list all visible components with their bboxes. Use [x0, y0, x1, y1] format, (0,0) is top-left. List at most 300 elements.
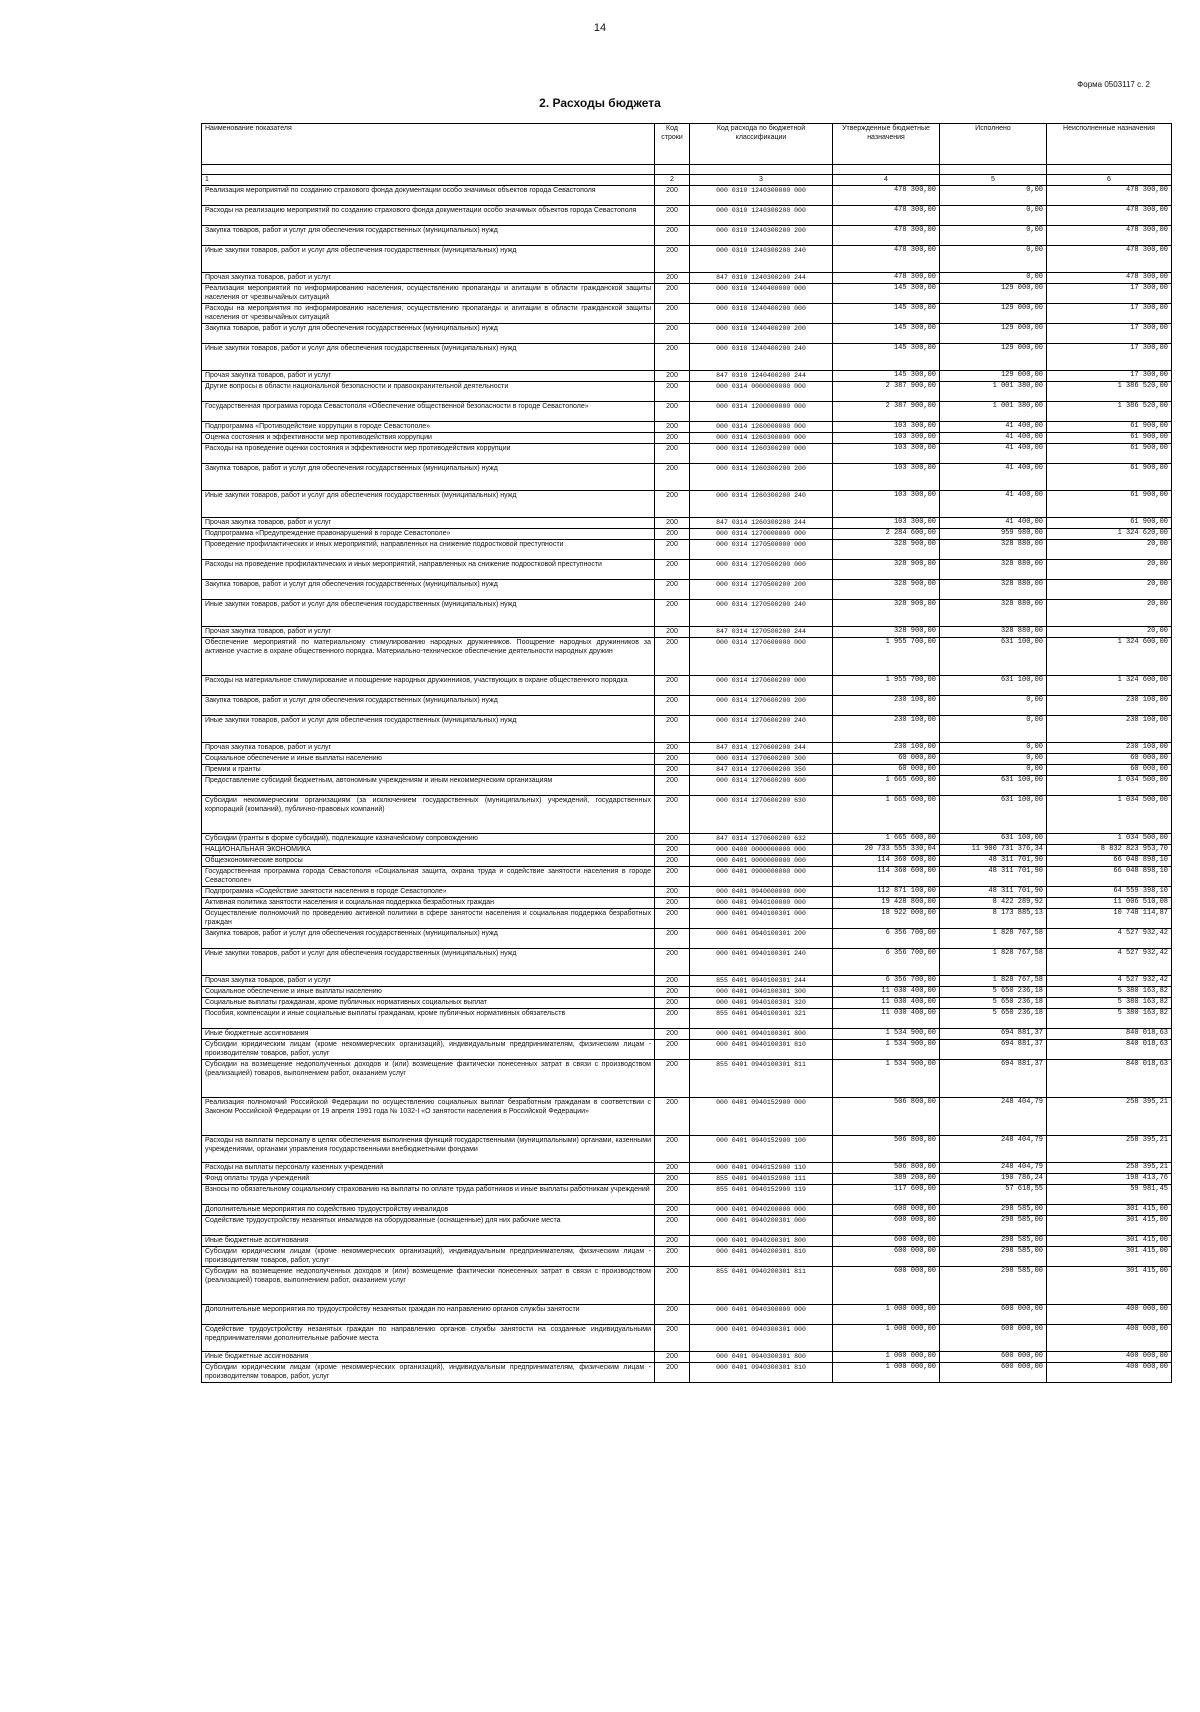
cell-line: 200 [655, 909, 690, 929]
cell-line: 200 [655, 638, 690, 676]
cell-unexecuted: 66 048 898,10 [1047, 856, 1172, 867]
cell-approved: 1 955 700,00 [833, 638, 940, 676]
expenses-table [201, 123, 1172, 1383]
table-row [202, 1009, 1172, 1029]
cell-approved: 145 300,00 [833, 284, 940, 304]
table-row [202, 1216, 1172, 1236]
cell-unexecuted: 4 527 932,42 [1047, 929, 1172, 949]
cell-unexecuted: 1 386 520,00 [1047, 382, 1172, 402]
cell-line: 200 [655, 867, 690, 887]
table-row [202, 284, 1172, 304]
cell-unexecuted: 4 527 932,42 [1047, 976, 1172, 987]
cell-executed: 129 000,00 [940, 344, 1047, 371]
cell-code: 000 0314 1270600200 630 [690, 796, 833, 834]
cell-approved: 1 534 900,00 [833, 1029, 940, 1040]
cell-name: Иные закупки товаров, работ и услуг для обеспечения государственных (муниципальных) нужд [202, 716, 655, 743]
table-row [202, 529, 1172, 540]
cell-unexecuted: 230 100,00 [1047, 696, 1172, 716]
cell-name: Субсидии на возмещение недополученных доходов и (или) возмещение фактически понесенных затрат в связи с производством (реализацией) товаров, выполнением работ, оказанием услуг [202, 1060, 655, 1098]
table-row [202, 580, 1172, 600]
cell-code: 000 0401 0900000000 000 [690, 867, 833, 887]
cell-line: 200 [655, 898, 690, 909]
cell-unexecuted: 478 300,00 [1047, 226, 1172, 246]
table-row [202, 226, 1172, 246]
table-row [202, 834, 1172, 845]
cell-line: 200 [655, 1352, 690, 1363]
table-row [202, 627, 1172, 638]
cell-approved: 328 900,00 [833, 540, 940, 560]
cell-code: 000 0401 0940100301 000 [690, 909, 833, 929]
cell-line: 200 [655, 226, 690, 246]
cell-name: Субсидии юридическим лицам (кроме некоммерческих организаций), индивидуальным предпринимателям, физическим лицам - производителям товаров, работ, услуг [202, 1363, 655, 1383]
cell-executed: 631 100,00 [940, 776, 1047, 796]
table-row [202, 898, 1172, 909]
cell-unexecuted: 61 900,00 [1047, 464, 1172, 491]
cell-approved: 11 030 400,00 [833, 1009, 940, 1029]
cell-line: 200 [655, 560, 690, 580]
cell-line: 200 [655, 382, 690, 402]
cell-approved: 506 800,00 [833, 1136, 940, 1163]
cell-name: Расходы на выплаты персоналу казенных учреждений [202, 1163, 655, 1174]
table-row [202, 324, 1172, 344]
cell-line: 200 [655, 1216, 690, 1236]
cell-name: Субсидии некоммерческим организациям (за исключением государственных (муниципальных) учреждений, государственных корпораций (компаний), публично-правовых компаний) [202, 796, 655, 834]
table-row [202, 998, 1172, 1009]
cell-line: 200 [655, 834, 690, 845]
cell-unexecuted: 258 395,21 [1047, 1163, 1172, 1174]
cell-executed: 8 173 885,13 [940, 909, 1047, 929]
cell-line: 200 [655, 1363, 690, 1383]
cell-name: Обеспечение мероприятий по материальному стимулированию народных дружинников. Поощрение народных дружинников за активное участие в охране общественного порядка. Материально-техническое обеспечение деятельности народных дружин [202, 638, 655, 676]
cell-unexecuted: 478 300,00 [1047, 186, 1172, 206]
cell-executed: 57 618,55 [940, 1185, 1047, 1205]
cell-line: 200 [655, 1163, 690, 1174]
cell-code: 000 0314 1200000000 000 [690, 402, 833, 422]
cell-name: Подпрограмма «Содействие занятости населения в городе Севастополе» [202, 887, 655, 898]
cell-code: 000 0310 1240300200 200 [690, 226, 833, 246]
table-row [202, 1363, 1172, 1383]
table-row [202, 1236, 1172, 1247]
cell-approved: 103 300,00 [833, 433, 940, 444]
cell-code: 000 0314 1260300200 240 [690, 491, 833, 518]
header-name: Наименование показателя [202, 124, 655, 165]
table-row [202, 1029, 1172, 1040]
cell-unexecuted: 400 000,00 [1047, 1352, 1172, 1363]
cell-unexecuted: 17 300,00 [1047, 304, 1172, 324]
cell-unexecuted: 17 300,00 [1047, 284, 1172, 304]
cell-executed: 600 000,00 [940, 1325, 1047, 1352]
cell-approved: 103 300,00 [833, 464, 940, 491]
cell-name: Иные бюджетные ассигнования [202, 1029, 655, 1040]
cell-unexecuted: 258 395,21 [1047, 1098, 1172, 1136]
cell-line: 200 [655, 273, 690, 284]
cell-name: Закупка товаров, работ и услуг для обеспечения государственных (муниципальных) нужд [202, 696, 655, 716]
cell-unexecuted: 60 000,00 [1047, 765, 1172, 776]
cell-code: 000 0310 1240400200 200 [690, 324, 833, 344]
cell-executed: 298 585,00 [940, 1267, 1047, 1305]
cell-approved: 1 000 000,00 [833, 1325, 940, 1352]
cell-code: 000 0310 1240300000 000 [690, 186, 833, 206]
cell-code: 847 0314 1270600200 632 [690, 834, 833, 845]
cell-line: 200 [655, 1040, 690, 1060]
cell-line: 200 [655, 1305, 690, 1325]
cell-approved: 506 800,00 [833, 1098, 940, 1136]
cell-line: 200 [655, 206, 690, 226]
cell-executed: 1 828 767,58 [940, 976, 1047, 987]
cell-executed: 0,00 [940, 696, 1047, 716]
cell-code: 855 0401 0940152900 119 [690, 1185, 833, 1205]
cell-approved: 1 000 000,00 [833, 1352, 940, 1363]
cell-unexecuted: 198 413,76 [1047, 1174, 1172, 1185]
table-row [202, 1352, 1172, 1363]
cell-unexecuted: 61 900,00 [1047, 422, 1172, 433]
table-row [202, 371, 1172, 382]
cell-name: Расходы на мероприятия по информированию населения, осуществлению пропаганды и агитации в области гражданской защиты населения от чрезвычайных ситуаций [202, 304, 655, 324]
cell-name: Прочая закупка товаров, работ и услуг [202, 743, 655, 754]
cell-line: 200 [655, 433, 690, 444]
cell-line: 200 [655, 1060, 690, 1098]
table-row [202, 976, 1172, 987]
table-row [202, 402, 1172, 422]
header-code: Код расхода по бюджетной классификации [690, 124, 833, 165]
table-row [202, 1163, 1172, 1174]
cell-name: Дополнительные мероприятия по содействию трудоустройству инвалидов [202, 1205, 655, 1216]
cell-unexecuted: 20,00 [1047, 580, 1172, 600]
cell-executed: 694 881,37 [940, 1040, 1047, 1060]
cell-unexecuted: 1 034 500,00 [1047, 834, 1172, 845]
cell-code: 847 0314 1270500200 244 [690, 627, 833, 638]
cell-approved: 328 900,00 [833, 627, 940, 638]
cell-code: 000 0401 0940152900 100 [690, 1136, 833, 1163]
cell-name: Взносы по обязательному социальному страхованию на выплаты по оплате труда работников и иные выплаты работникам учреждений [202, 1185, 655, 1205]
cell-code: 000 0314 1270600200 000 [690, 676, 833, 696]
cell-name: Оценка состояния и эффективности мер противодействия коррупции [202, 433, 655, 444]
table-row [202, 1098, 1172, 1136]
cell-unexecuted: 5 380 163,82 [1047, 1009, 1172, 1029]
table-row [202, 518, 1172, 529]
cell-approved: 6 356 700,00 [833, 976, 940, 987]
cell-line: 200 [655, 402, 690, 422]
cell-code: 855 0401 0940100301 244 [690, 976, 833, 987]
cell-approved: 2 387 900,00 [833, 382, 940, 402]
cell-approved: 11 030 400,00 [833, 987, 940, 998]
cell-executed: 41 400,00 [940, 491, 1047, 518]
cell-code: 000 0314 1260300200 000 [690, 444, 833, 464]
cell-code: 000 0401 0940300000 000 [690, 1305, 833, 1325]
table-row [202, 464, 1172, 491]
cell-executed: 5 650 236,18 [940, 1009, 1047, 1029]
cell-name: Расходы на проведение оценки состояния и эффективности мер противодействия коррупции [202, 444, 655, 464]
cell-executed: 41 400,00 [940, 422, 1047, 433]
cell-code: 000 0401 0940100301 320 [690, 998, 833, 1009]
table-row [202, 1060, 1172, 1098]
cell-code: 847 0314 1270600200 244 [690, 743, 833, 754]
cell-executed: 631 100,00 [940, 834, 1047, 845]
cell-name: Общеэкономические вопросы [202, 856, 655, 867]
table-row [202, 444, 1172, 464]
cell-approved: 478 300,00 [833, 226, 940, 246]
cell-executed: 298 585,00 [940, 1236, 1047, 1247]
cell-unexecuted: 478 300,00 [1047, 273, 1172, 284]
cell-unexecuted: 20,00 [1047, 540, 1172, 560]
table-row [202, 776, 1172, 796]
cell-code: 000 0401 0940300301 800 [690, 1352, 833, 1363]
cell-name: Прочая закупка товаров, работ и услуг [202, 371, 655, 382]
cell-unexecuted: 301 415,00 [1047, 1205, 1172, 1216]
cell-executed: 1 828 767,58 [940, 949, 1047, 976]
table-row [202, 491, 1172, 518]
cell-code: 000 0401 0940100000 000 [690, 898, 833, 909]
cell-unexecuted: 61 900,00 [1047, 518, 1172, 529]
cell-code: 000 0314 1270500200 000 [690, 560, 833, 580]
cell-name: Социальное обеспечение и иные выплаты населению [202, 754, 655, 765]
cell-code: 000 0314 1260000000 000 [690, 422, 833, 433]
cell-name: Прочая закупка товаров, работ и услуг [202, 627, 655, 638]
cell-line: 200 [655, 491, 690, 518]
cell-line: 200 [655, 344, 690, 371]
col-number: 5 [940, 175, 1047, 186]
cell-code: 000 0400 0000000000 000 [690, 845, 833, 856]
table-row [202, 909, 1172, 929]
cell-executed: 328 880,00 [940, 600, 1047, 627]
cell-approved: 112 871 100,00 [833, 887, 940, 898]
cell-approved: 145 300,00 [833, 324, 940, 344]
cell-executed: 298 585,00 [940, 1216, 1047, 1236]
cell-line: 200 [655, 676, 690, 696]
cell-code: 000 0401 0940200301 800 [690, 1236, 833, 1247]
cell-line: 200 [655, 1136, 690, 1163]
table-row [202, 344, 1172, 371]
cell-line: 200 [655, 976, 690, 987]
cell-executed: 298 585,00 [940, 1205, 1047, 1216]
cell-name: Государственная программа города Севастополя «Обеспечение общественной безопасности в городе Севастополе» [202, 402, 655, 422]
cell-code: 000 0401 0940100301 300 [690, 987, 833, 998]
table-row [202, 186, 1172, 206]
cell-code: 855 0401 0940100301 321 [690, 1009, 833, 1029]
cell-approved: 145 300,00 [833, 344, 940, 371]
cell-unexecuted: 66 048 898,10 [1047, 867, 1172, 887]
cell-executed: 5 650 236,18 [940, 987, 1047, 998]
table-row [202, 1174, 1172, 1185]
cell-unexecuted: 10 748 114,87 [1047, 909, 1172, 929]
cell-executed: 694 881,37 [940, 1060, 1047, 1098]
table-row [202, 716, 1172, 743]
cell-code: 000 0401 0940200000 000 [690, 1205, 833, 1216]
cell-code: 000 0401 0940152900 000 [690, 1098, 833, 1136]
cell-executed: 1 828 767,58 [940, 929, 1047, 949]
table-row [202, 246, 1172, 273]
table-row [202, 867, 1172, 887]
cell-code: 000 0314 1270600200 200 [690, 696, 833, 716]
cell-unexecuted: 478 300,00 [1047, 206, 1172, 226]
cell-name: Активная политика занятости населения и социальная поддержка безработных граждан [202, 898, 655, 909]
cell-approved: 20 733 555 330,04 [833, 845, 940, 856]
cell-unexecuted: 17 300,00 [1047, 371, 1172, 382]
cell-line: 200 [655, 1009, 690, 1029]
cell-unexecuted: 61 900,00 [1047, 491, 1172, 518]
cell-name: Закупка товаров, работ и услуг для обеспечения государственных (муниципальных) нужд [202, 929, 655, 949]
cell-unexecuted: 301 415,00 [1047, 1216, 1172, 1236]
cell-name: Закупка товаров, работ и услуг для обеспечения государственных (муниципальных) нужд [202, 226, 655, 246]
cell-name: Реализация мероприятий по созданию страхового фонда документации особо значимых объектов города Севастополя [202, 186, 655, 206]
cell-executed: 600 000,00 [940, 1352, 1047, 1363]
cell-name: Расходы на материальное стимулирование и поощрение народных дружинников, участвующих в охране общественного порядка [202, 676, 655, 696]
cell-approved: 2 387 900,00 [833, 402, 940, 422]
cell-approved: 19 428 800,00 [833, 898, 940, 909]
cell-executed: 48 311 701,90 [940, 856, 1047, 867]
table-row [202, 1040, 1172, 1060]
cell-line: 200 [655, 1247, 690, 1267]
col-number: 1 [202, 175, 655, 186]
table-row [202, 540, 1172, 560]
cell-name: НАЦИОНАЛЬНАЯ ЭКОНОМИКА [202, 845, 655, 856]
cell-line: 200 [655, 540, 690, 560]
cell-name: Иные закупки товаров, работ и услуг для обеспечения государственных (муниципальных) нужд [202, 246, 655, 273]
cell-name: Другие вопросы в области национальной безопасности и правоохранительной деятельности [202, 382, 655, 402]
table-row [202, 206, 1172, 226]
cell-line: 200 [655, 580, 690, 600]
cell-name: Прочая закупка товаров, работ и услуг [202, 518, 655, 529]
cell-code: 000 0314 1260300000 000 [690, 433, 833, 444]
form-label: Форма 0503117 с. 2 [1077, 80, 1150, 89]
table-row [202, 382, 1172, 402]
cell-approved: 145 300,00 [833, 304, 940, 324]
cell-executed: 694 881,37 [940, 1029, 1047, 1040]
cell-executed: 41 400,00 [940, 444, 1047, 464]
cell-approved: 1 000 000,00 [833, 1305, 940, 1325]
cell-name: Содействие трудоустройству незанятых инвалидов на оборудованные (оснащенные) для них рабочие места [202, 1216, 655, 1236]
cell-line: 200 [655, 1205, 690, 1216]
cell-executed: 248 404,79 [940, 1098, 1047, 1136]
cell-unexecuted: 20,00 [1047, 560, 1172, 580]
cell-approved: 60 000,00 [833, 754, 940, 765]
cell-unexecuted: 61 900,00 [1047, 433, 1172, 444]
header-executed: Исполнено [940, 124, 1047, 165]
cell-unexecuted: 59 981,45 [1047, 1185, 1172, 1205]
table-row [202, 1205, 1172, 1216]
cell-code: 000 0401 0940200301 810 [690, 1247, 833, 1267]
cell-unexecuted: 840 018,63 [1047, 1040, 1172, 1060]
cell-line: 200 [655, 987, 690, 998]
table-body [202, 165, 1172, 1383]
table-row [202, 696, 1172, 716]
table-row [202, 433, 1172, 444]
cell-code: 000 0310 1240300200 000 [690, 206, 833, 226]
table-row [202, 887, 1172, 898]
table-row [202, 754, 1172, 765]
cell-name: Закупка товаров, работ и услуг для обеспечения государственных (муниципальных) нужд [202, 324, 655, 344]
cell-unexecuted: 400 000,00 [1047, 1305, 1172, 1325]
cell-name: Иные закупки товаров, работ и услуг для обеспечения государственных (муниципальных) нужд [202, 344, 655, 371]
table-row [202, 676, 1172, 696]
cell-name: Субсидии на возмещение недополученных доходов и (или) возмещение фактически понесенных затрат в связи с производством (реализацией) товаров, выполнением работ, оказанием услуг [202, 1267, 655, 1305]
cell-unexecuted: 60 000,00 [1047, 754, 1172, 765]
cell-line: 200 [655, 444, 690, 464]
cell-line: 200 [655, 284, 690, 304]
cell-approved: 328 900,00 [833, 600, 940, 627]
cell-approved: 6 356 700,00 [833, 949, 940, 976]
cell-executed: 248 404,79 [940, 1163, 1047, 1174]
cell-name: Иные бюджетные ассигнования [202, 1352, 655, 1363]
cell-name: Расходы на проведение профилактических и иных мероприятий, направленных на снижение подростковой преступности [202, 560, 655, 580]
cell-line: 200 [655, 949, 690, 976]
cell-executed: 5 650 236,18 [940, 998, 1047, 1009]
cell-approved: 1 665 600,00 [833, 834, 940, 845]
cell-line: 200 [655, 304, 690, 324]
cell-line: 200 [655, 765, 690, 776]
cell-code: 847 0314 1260300200 244 [690, 518, 833, 529]
cell-code: 000 0310 1240400200 000 [690, 304, 833, 324]
cell-line: 200 [655, 600, 690, 627]
cell-approved: 600 000,00 [833, 1236, 940, 1247]
cell-code: 000 0310 1240400000 000 [690, 284, 833, 304]
cell-approved: 389 200,00 [833, 1174, 940, 1185]
cell-name: Фонд оплаты труда учреждений [202, 1174, 655, 1185]
cell-executed: 41 400,00 [940, 518, 1047, 529]
cell-name: Иные закупки товаров, работ и услуг для обеспечения государственных (муниципальных) нужд [202, 949, 655, 976]
cell-executed: 248 404,79 [940, 1136, 1047, 1163]
col-number: 6 [1047, 175, 1172, 186]
cell-approved: 18 922 000,00 [833, 909, 940, 929]
cell-line: 200 [655, 887, 690, 898]
cell-unexecuted: 1 034 500,00 [1047, 776, 1172, 796]
cell-line: 200 [655, 422, 690, 433]
cell-name: Иные бюджетные ассигнования [202, 1236, 655, 1247]
cell-unexecuted: 840 018,63 [1047, 1060, 1172, 1098]
cell-unexecuted: 230 100,00 [1047, 743, 1172, 754]
table-header [202, 124, 1172, 165]
cell-executed: 631 100,00 [940, 676, 1047, 696]
cell-approved: 1 665 600,00 [833, 776, 940, 796]
cell-executed: 0,00 [940, 754, 1047, 765]
cell-line: 200 [655, 464, 690, 491]
cell-executed: 0,00 [940, 226, 1047, 246]
table-row [202, 1247, 1172, 1267]
cell-executed: 190 786,24 [940, 1174, 1047, 1185]
cell-code: 847 0310 1240400200 244 [690, 371, 833, 382]
cell-name: Государственная программа города Севастополя «Социальная защита, охрана труда и содействие занятости населения в городе Севастополе» [202, 867, 655, 887]
cell-approved: 600 000,00 [833, 1216, 940, 1236]
table-row [202, 304, 1172, 324]
cell-line: 200 [655, 529, 690, 540]
cell-code: 000 0314 0000000000 000 [690, 382, 833, 402]
cell-unexecuted: 1 324 600,00 [1047, 638, 1172, 676]
cell-approved: 114 360 600,00 [833, 856, 940, 867]
cell-approved: 478 300,00 [833, 186, 940, 206]
cell-name: Прочая закупка товаров, работ и услуг [202, 273, 655, 284]
cell-name: Осуществление полномочий по проведению активной политики в сфере занятости населения и социальная поддержка безработных граждан [202, 909, 655, 929]
cell-unexecuted: 4 527 932,42 [1047, 949, 1172, 976]
cell-code: 855 0401 0940100301 811 [690, 1060, 833, 1098]
cell-line: 200 [655, 1236, 690, 1247]
cell-approved: 328 900,00 [833, 560, 940, 580]
cell-executed: 328 880,00 [940, 580, 1047, 600]
cell-approved: 230 100,00 [833, 743, 940, 754]
table-row [202, 638, 1172, 676]
cell-code: 855 0401 0940152900 111 [690, 1174, 833, 1185]
cell-line: 200 [655, 716, 690, 743]
cell-unexecuted: 11 006 510,08 [1047, 898, 1172, 909]
cell-line: 200 [655, 324, 690, 344]
table-row [202, 1325, 1172, 1352]
table-row [202, 1305, 1172, 1325]
cell-executed: 0,00 [940, 246, 1047, 273]
cell-approved: 1 534 900,00 [833, 1060, 940, 1098]
cell-approved: 2 284 600,00 [833, 529, 940, 540]
cell-code: 000 0314 1260300200 200 [690, 464, 833, 491]
cell-line: 200 [655, 627, 690, 638]
cell-line: 200 [655, 998, 690, 1009]
